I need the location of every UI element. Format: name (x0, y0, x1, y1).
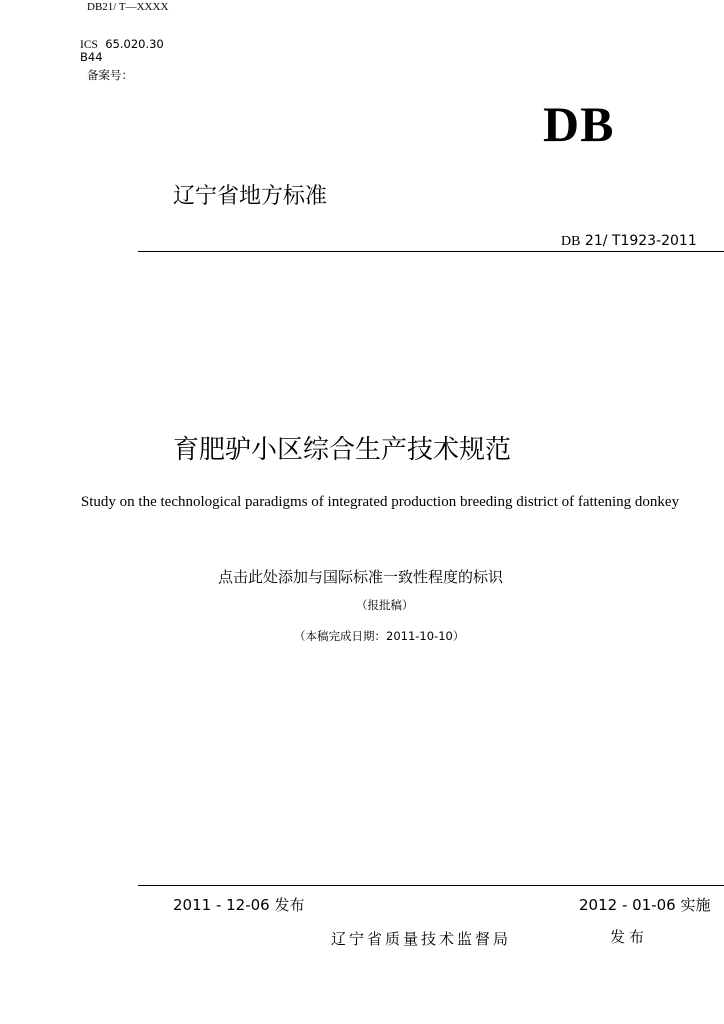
top-divider (138, 251, 724, 252)
document-title-en: Study on the technological paradigms of integrated production breeding district of fattening donkey (80, 494, 680, 510)
ics-label: ICS (80, 39, 98, 51)
issue-date: 2011 - 12-06 发布 (173, 896, 305, 914)
bottom-divider (138, 885, 724, 886)
completion-date: （本稿完成日期：2011-10-10） (294, 629, 465, 643)
standard-number (561, 233, 697, 250)
ics-code (80, 37, 164, 51)
document-title-cn: 育肥驴小区综合生产技术规范 (173, 435, 512, 465)
header-document-code: DB21/ T—XXXX (87, 1, 169, 13)
issue-label: 发布 (610, 928, 649, 946)
standard-number-prefix: DB (561, 234, 581, 249)
standard-number-value: 21/ T1923-2011 (584, 233, 697, 249)
issuing-authority: 辽宁省质量技术监督局 (331, 930, 512, 948)
ics-value: 65.020.30 (105, 37, 164, 51)
classification-code: B44 (80, 50, 103, 64)
intl-consistency-note: 点击此处添加与国际标准一致性程度的标识 (218, 568, 504, 586)
db-logo: DB (543, 96, 615, 152)
draft-status: （报批稿） (356, 598, 414, 612)
standard-category: 辽宁省地方标准 (173, 184, 328, 209)
filing-number-label: 备案号： (87, 68, 133, 82)
implementation-date: 2012 - 01-06 实施 (579, 896, 711, 914)
